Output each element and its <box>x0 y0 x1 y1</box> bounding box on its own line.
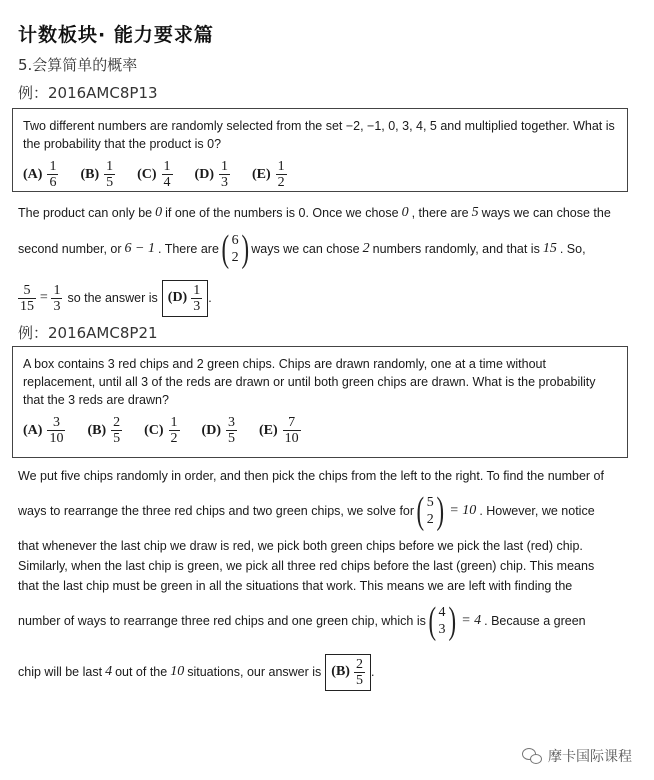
binomial: ( 6 2 ) <box>221 228 249 270</box>
numerator: 7 <box>288 415 296 430</box>
text: The product can only be <box>18 206 153 220</box>
text: We put five chips randomly in order, and then pick the chips from the left to the right. To find the number of <box>18 469 604 483</box>
example-1-problem-box <box>12 108 628 192</box>
answer-fraction <box>191 283 202 314</box>
denominator: 10 <box>49 431 64 446</box>
choice-fraction <box>283 415 301 446</box>
binom-bottom: 2 <box>231 250 239 265</box>
choice-fraction <box>169 415 180 446</box>
watermark <box>522 746 632 766</box>
math: 2 <box>362 241 370 256</box>
example-2-choices <box>23 415 617 446</box>
choice-b <box>87 415 122 446</box>
math: 5 <box>471 205 479 220</box>
choice-letter: (D) <box>194 166 214 182</box>
numerator: 1 <box>220 159 228 174</box>
example-2-problem-text: A box contains 3 red chips and 2 green chips. Chips are drawn randomly, one at a time without replacement, until all 3 of the reds are drawn or until both green chips are drawn. What is the probability that the 3 reds are drawn? <box>23 357 596 407</box>
choice-d <box>202 415 237 446</box>
text: that whenever the last chip we draw is red, we pick both green chips before we pick the last (red) chip. <box>18 539 583 553</box>
denominator: 2 <box>170 431 178 446</box>
text: so the answer is <box>67 291 158 305</box>
math: 0 <box>401 205 409 220</box>
watermark-text: 摩卡国际课程 <box>548 749 632 765</box>
text: . <box>370 665 375 679</box>
text: . So, <box>559 242 586 256</box>
solution-line <box>18 204 630 222</box>
choice-fraction <box>276 159 287 190</box>
numerator: 1 <box>53 282 61 298</box>
solution-line <box>18 226 630 272</box>
choice-letter: (C) <box>137 166 157 182</box>
example-1-choices <box>23 159 617 190</box>
answer-letter: (D) <box>167 290 188 305</box>
denominator: 2 <box>277 175 285 190</box>
solution-line <box>18 466 630 486</box>
choice-c <box>144 415 179 446</box>
example-1-problem-text: Two different numbers are randomly selected from the set −2, −1, 0, 3, 4, 5 and multiplied together. What is the probability that the product is 0? <box>23 119 615 151</box>
denominator: 3 <box>53 298 61 314</box>
choice-letter: (E) <box>251 166 271 182</box>
binom-top: 6 <box>231 233 239 248</box>
section-subtitle: 5.会算简单的概率 <box>18 56 138 74</box>
example-2-problem-box <box>12 346 628 458</box>
choice-letter: (D) <box>201 422 221 438</box>
text: , there are <box>411 206 469 220</box>
math: 15 <box>542 241 557 256</box>
answer-box <box>325 654 371 691</box>
binom-bottom: 2 <box>426 512 434 527</box>
numerator: 1 <box>49 159 57 174</box>
numerator: 2 <box>113 415 121 430</box>
solution-line <box>18 276 630 320</box>
text: out of the <box>115 665 168 679</box>
solution-line <box>18 556 630 576</box>
binom-top: 4 <box>438 605 446 620</box>
example-2-solution <box>18 466 630 694</box>
binom-top: 5 <box>426 495 434 510</box>
text: that the last chip must be green in all the situations that work. This means we are left with finding the <box>18 579 573 593</box>
choice-d <box>195 159 230 190</box>
numerator: 1 <box>193 282 201 298</box>
math: 6 − 1 <box>124 241 155 256</box>
choice-letter: (C) <box>144 422 164 438</box>
choice-a <box>23 159 58 190</box>
choice-fraction <box>47 159 58 190</box>
text: second number, or <box>18 242 122 256</box>
solution-line <box>18 536 630 556</box>
numerator: 1 <box>163 159 171 174</box>
binom-bottom: 3 <box>438 622 446 637</box>
example-1-label: 例：2016AMC8P13 <box>18 84 158 102</box>
choice-c <box>137 159 172 190</box>
math: 0 <box>155 205 163 220</box>
numerator: 1 <box>277 159 285 174</box>
denominator: 3 <box>220 175 228 190</box>
example-2-label: 例：2016AMC8P21 <box>18 324 158 342</box>
answer-letter: (B) <box>331 664 350 679</box>
denominator: 5 <box>113 431 121 446</box>
text: . <box>208 291 212 305</box>
text: chip will be last <box>18 665 103 679</box>
binomial: ( 5 2 ) <box>416 490 444 532</box>
choice-fraction <box>162 159 173 190</box>
numerator: 1 <box>170 415 178 430</box>
text: ways to rearrange the three red chips and two green chips, we solve for <box>18 504 415 518</box>
solution-line <box>18 598 630 644</box>
text: numbers randomly, and that is <box>372 242 540 256</box>
math: = 4 <box>461 613 482 628</box>
answer-box <box>162 280 208 317</box>
numerator: 5 <box>23 282 31 298</box>
answer-fraction <box>354 657 365 688</box>
text: if one of the numbers is 0. Once we chose <box>165 206 399 220</box>
choice-a <box>23 415 65 446</box>
denominator: 6 <box>49 175 57 190</box>
binomial: ( 4 3 ) <box>428 600 456 642</box>
text: situations, our answer is <box>187 665 322 679</box>
choice-letter: (A) <box>23 166 43 182</box>
math: = 10 <box>449 503 477 518</box>
choice-b <box>80 159 115 190</box>
fraction <box>51 283 62 314</box>
choice-fraction <box>104 159 115 190</box>
text: . There are <box>158 242 219 256</box>
text: Similarly, when the last chip is green, we pick all three red chips before the last (green) chip. This means <box>18 559 595 573</box>
denominator: 15 <box>20 298 34 314</box>
denominator: 4 <box>163 175 171 190</box>
math: 10 <box>170 664 185 679</box>
text: . Because a green <box>484 614 586 628</box>
math: 4 <box>105 664 113 679</box>
page-title: 计数板块· 能力要求篇 <box>18 24 214 46</box>
choice-e <box>259 415 301 446</box>
text: number of ways to rearrange three red chips and one green chip, which is <box>18 614 426 628</box>
choice-letter: (B) <box>87 422 107 438</box>
denominator: 10 <box>284 431 299 446</box>
numerator: 3 <box>52 415 60 430</box>
numerator: 1 <box>106 159 114 174</box>
denominator: 5 <box>355 672 363 688</box>
choice-fraction <box>219 159 230 190</box>
denominator: 3 <box>193 298 201 314</box>
solution-line <box>18 650 630 694</box>
denominator: 5 <box>227 431 235 446</box>
text: ways we can chose <box>251 242 360 256</box>
choice-fraction <box>111 415 122 446</box>
choice-fraction <box>226 415 237 446</box>
numerator: 3 <box>227 415 235 430</box>
fraction <box>18 283 36 314</box>
choice-fraction <box>47 415 65 446</box>
numerator: 2 <box>355 656 363 672</box>
text: ways we can chose the <box>481 206 611 220</box>
denominator: 5 <box>106 175 114 190</box>
choice-letter: (A) <box>23 422 43 438</box>
text: . However, we notice <box>479 504 595 518</box>
solution-line <box>18 576 630 596</box>
solution-line <box>18 488 630 534</box>
wechat-icon <box>522 748 542 764</box>
choice-e <box>252 159 287 190</box>
example-1-solution <box>18 204 630 320</box>
math: = <box>39 290 49 305</box>
choice-letter: (B) <box>80 166 100 182</box>
choice-letter: (E) <box>258 422 278 438</box>
